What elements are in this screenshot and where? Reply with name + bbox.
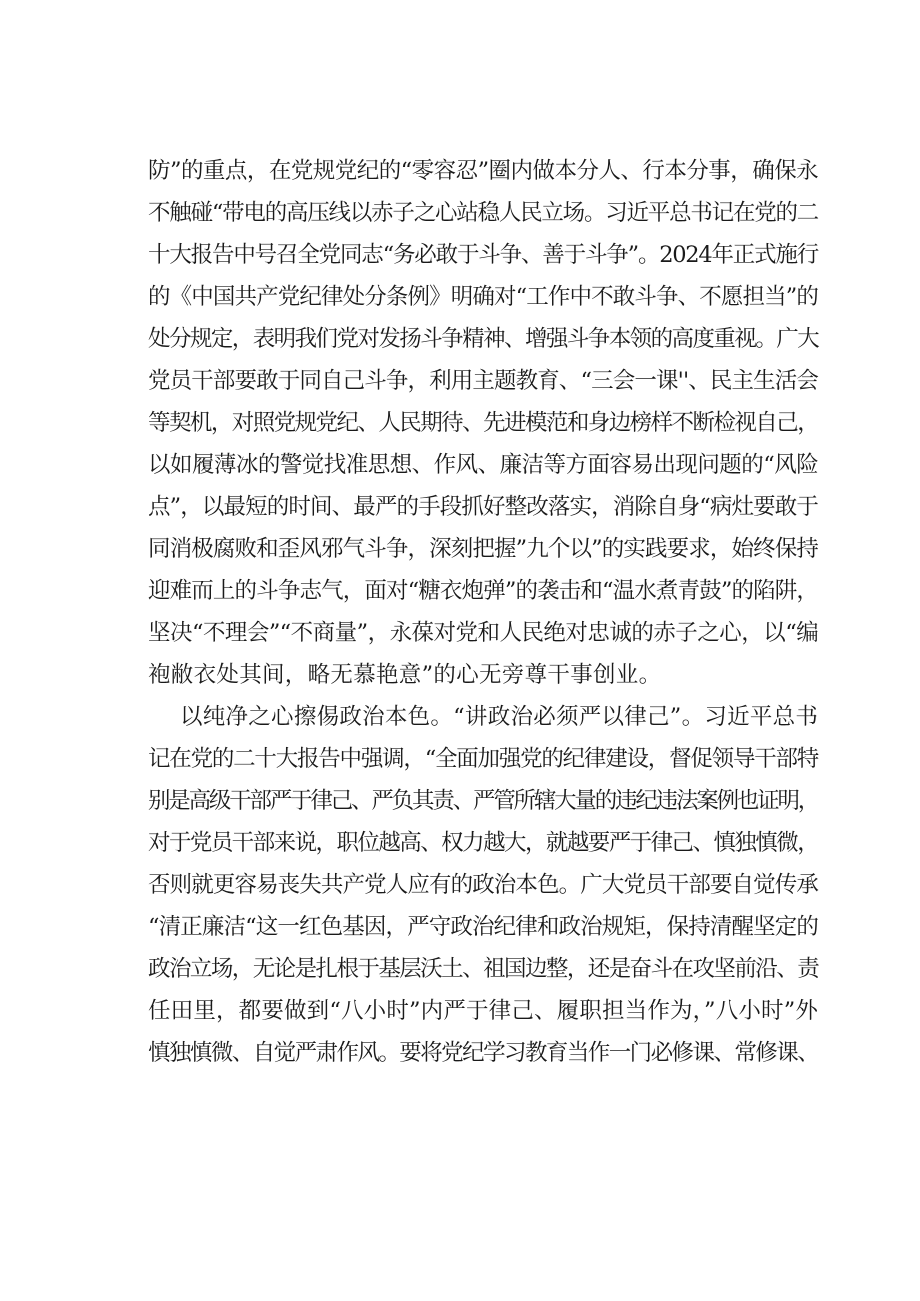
text-line: 别是高级干部严于律己、严负其责、严管所辖大量的违纪违法案例也证明， [148, 788, 818, 814]
text-line: 党员干部要敢于同自己斗争，利用主题教育、“三会一课''、民主生活会 [148, 368, 818, 394]
text-line: 以如履薄冰的警觉找准思想、作风、廉洁等方面容易出现问题的“风险 [148, 452, 818, 478]
text-line: 的《中国共产党纪律处分条例》明确对“工作中不敢斗争、不愿担当”的 [148, 284, 818, 310]
text-line: 对于党员干部来说，职位越高、权力越大，就越要严于律己、慎独慎微， [148, 830, 818, 856]
text-line: 记在党的二十大报告中强调，“全面加强党的纪律建设，督促领导干部特 [148, 746, 818, 772]
text-line: 等契机，对照党规党纪、人民期待、先进模范和身边榜样不断检视自己， [148, 410, 818, 436]
text-line: 点”，以最短的时间、最严的手段抓好整改落实，消除自身“病灶要敢于 [148, 494, 818, 520]
text-line: 坚决“不理会”“不商量”，永葆对党和人民绝对忠诚的赤子之心，以“编 [148, 620, 818, 646]
text-line: 处分规定，表明我们党对发扬斗争精神、增强斗争本领的高度重视。广大 [148, 326, 818, 352]
text-line: 不触碰“带电的高压线以赤子之心站稳人民立场。习近平总书记在党的二 [148, 200, 818, 226]
text-line: 否则就更容易丧失共产党人应有的政治本色。广大党员干部要自觉传承 [148, 872, 818, 898]
text-line: 同消极腐败和歪风邪气斗争，深刻把握”九个以”的实践要求，始终保持 [148, 536, 818, 562]
text-line: 迎难而上的斗争志气，面对“糖衣炮弹”的袭击和“温水煮青鼓”的陷阱， [148, 578, 818, 604]
text-line: “清正廉洁“这一红色基因，严守政治纪律和政治规矩，保持清醒坚定的 [148, 914, 818, 940]
text-line: 政治立场，无论是扎根于基层沃土、祖国边整，还是奋斗在攻坚前沿、责 [148, 956, 818, 982]
text-line: 慎独慎微、自觉严肃作风。要将党纪学习教育当作一门必修课、常修课、 [148, 1040, 818, 1066]
body-text [148, 150, 818, 1074]
paragraph-start-line: 以纯净之心擦㑥政治本色。“讲政治必须严以律己”。习近平总书 [180, 704, 818, 730]
text-line: 防”的重点，在党规党纪的“零容忍”圈内做本分人、行本分事，确保永 [148, 158, 818, 184]
text-line: 十大报告中号召全党同志“务必敢于斗争、善于斗争”。2024年正式施行 [148, 242, 818, 268]
text-line: 任田里，都要做到“八小时”内严于律己、履职担当作为，”八小时”外 [148, 998, 818, 1024]
text-line: 袍敝衣处其间，略无慕艳意”的心无旁尊干事创业。 [148, 662, 662, 688]
